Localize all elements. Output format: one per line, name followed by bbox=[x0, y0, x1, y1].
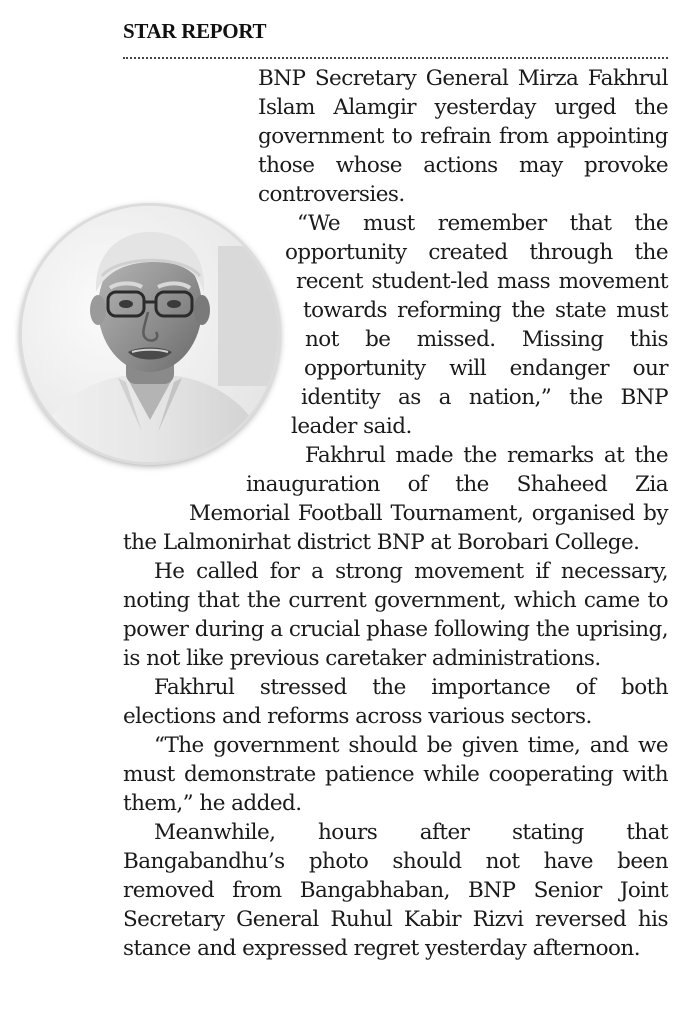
paragraph-elections: Fakhrul stressed the importance of both elections and reforms across various sectors. bbox=[123, 675, 668, 729]
paragraph-remarks: Fakhrul made the remarks at the inauguration of the Shaheed Zia Memorial Football Tournament, organised by the Lalmonirhat district BNP at Borobari College. bbox=[123, 443, 668, 555]
byline: STAR REPORT bbox=[123, 19, 267, 43]
portrait-photo bbox=[22, 206, 278, 462]
portrait-illustration bbox=[22, 206, 278, 462]
paragraph-patience: “The government should be given time, and we must demonstrate patience while cooperating with them,” he added. bbox=[123, 733, 668, 816]
paragraph-rizvi: Meanwhile, hours after stating that Bangabandhu’s photo should not have been removed from Bangabhaban, BNP Senior Joint Secretary General Ruhul Kabir Rizvi reversed his stance and expressed regret yesterday afternoon. bbox=[123, 820, 668, 961]
paragraph-quote: “We must remember that the opportunity created through the recent student-led mass movement towards reforming the state must not be missed. Missing this opportunity will endanger our identity as a nation,” the BNP leader said. bbox=[285, 211, 668, 439]
dotted-divider bbox=[123, 57, 668, 59]
article-body bbox=[123, 64, 668, 963]
paragraph-movement: He called for a strong movement if necessary, noting that the current government, which came to power during a crucial phase following the uprising, is not like previous caretaker administrations. bbox=[123, 559, 668, 671]
paragraph-lead: BNP Secretary General Mirza Fakhrul Islam Alamgir yesterday urged the government to refrain from appointing those whose actions may provoke controversies. bbox=[258, 66, 668, 207]
